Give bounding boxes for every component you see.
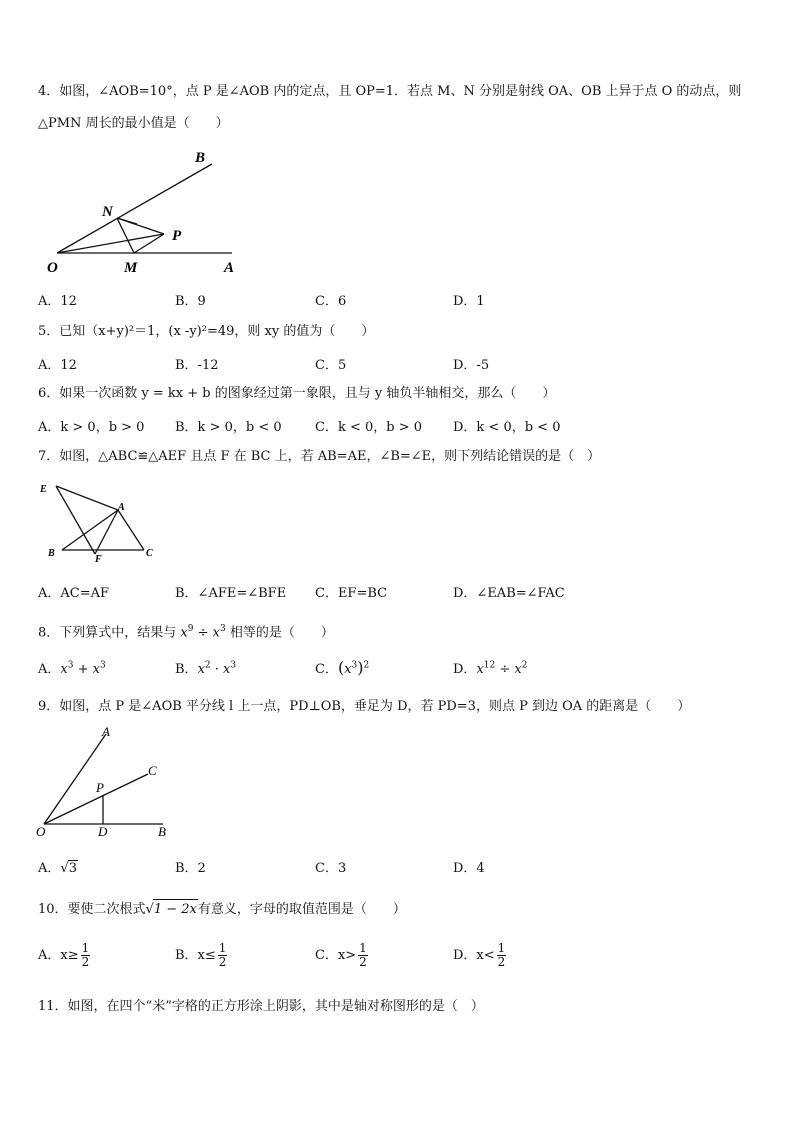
q8-c-base: x <box>344 662 352 677</box>
question-8-text <box>38 619 764 643</box>
q8-a-base2: x <box>92 662 100 677</box>
q8-text-before: 8．下列算式中，结果与 <box>38 625 177 641</box>
q10-c-den: 2 <box>359 955 367 969</box>
q10-option-b[interactable] <box>175 942 227 969</box>
q9-option-b[interactable]: B．2 <box>175 861 206 876</box>
q10-b-num: 1 <box>218 941 227 955</box>
q8-expr-op: ÷ <box>193 625 213 641</box>
q4-label-O: O <box>47 260 58 276</box>
q10-radicand: 1 − 2x <box>153 899 198 920</box>
question-9-text: 9．如图，点 P 是∠AOB 平分线 l 上一点，PD⊥OB，垂足为 D，若 PD=3，则点 P 到边 OA 的距离是（ ） <box>38 699 691 714</box>
q6-option-d[interactable]: D．k < 0，b < 0 <box>453 420 561 435</box>
q5-option-a[interactable]: A．12 <box>38 358 77 373</box>
q4-option-c[interactable]: C．6 <box>315 294 347 309</box>
q4-option-d[interactable]: D．1 <box>453 294 485 309</box>
question-9-options <box>38 857 738 881</box>
q8-d-exp2: 2 <box>521 660 528 671</box>
q7-option-c[interactable]: C．EF=BC <box>315 586 388 601</box>
q8-a-letter: A． <box>38 662 61 677</box>
q8-a-exp1: 3 <box>67 660 74 671</box>
q8-b-exp1: 2 <box>204 660 211 671</box>
q4-label-N: N <box>102 204 113 220</box>
q7-option-a[interactable]: A．AC=AF <box>38 586 110 601</box>
q7-label-B: B <box>48 548 55 559</box>
q4-label-A: A <box>224 260 235 276</box>
q8-c-letter: C． <box>315 662 338 677</box>
q10-option-d[interactable] <box>453 942 506 969</box>
q4-option-b[interactable]: B．9 <box>175 294 206 309</box>
q10-text-after: 有意义，字母的取值范围是（ ） <box>197 902 406 917</box>
q8-option-d[interactable] <box>453 658 527 677</box>
q5-option-d[interactable]: D．-5 <box>453 358 490 373</box>
q4-option-a[interactable]: A．12 <box>38 294 77 309</box>
q4-label-M: M <box>124 260 138 276</box>
q10-c-fraction <box>358 942 368 969</box>
q8-text-after: 相等的是（ ） <box>229 625 334 641</box>
q8-d-letter: D． <box>453 662 477 677</box>
q9-label-D: D <box>98 824 108 838</box>
q8-a-op: + <box>73 662 93 677</box>
question-8-options <box>38 658 738 682</box>
q10-d-num: 1 <box>497 941 506 955</box>
q8-expr-exp1: 9 <box>187 624 194 634</box>
q8-b-letter: B． <box>175 662 198 677</box>
question-5-options <box>38 354 738 378</box>
q9-option-d[interactable]: D．4 <box>453 861 485 876</box>
q8-d-base2: x <box>514 662 522 677</box>
q10-text-before: 10．要使二次根式 <box>38 902 146 917</box>
question-9-figure <box>36 726 176 838</box>
question-4-figure <box>42 146 252 278</box>
q10-b-fraction <box>218 942 228 969</box>
question-11-text: 11．如图，在四个“米”字格的正方形涂上阴影，其中是轴对称图形的是（ ） <box>38 999 484 1014</box>
q10-a-fraction <box>81 942 91 969</box>
q9-label-O: O <box>36 824 46 838</box>
q9-label-B: B <box>158 824 166 838</box>
sqrt-icon: √ <box>60 861 69 876</box>
q8-c-paren-close: ) <box>357 658 364 677</box>
q8-a-exp2: 3 <box>99 660 106 671</box>
question-7-text: 7．如图，△ABC≌△AEF 且点 F 在 BC 上，若 AB=AE，∠B=∠E，则下列结论错误的是（ ） <box>38 449 601 464</box>
q6-option-a[interactable]: A．k > 0，b > 0 <box>38 420 145 435</box>
q10-a-letter: A．x≥ <box>38 948 79 963</box>
q10-option-c[interactable] <box>315 942 368 969</box>
q6-option-b[interactable]: B．k > 0，b < 0 <box>175 420 282 435</box>
q8-expr-base2: x <box>212 625 221 641</box>
q8-expr-base: x <box>180 625 188 641</box>
q10-a-den: 2 <box>81 955 90 969</box>
question-10-options <box>38 942 738 980</box>
question-4-options <box>38 290 738 314</box>
question-10-text <box>38 899 764 920</box>
q8-option-c[interactable] <box>315 658 369 677</box>
q7-label-C: C <box>146 548 153 559</box>
q8-option-a[interactable] <box>38 658 106 677</box>
q10-a-num: 1 <box>81 941 90 955</box>
q9-a-radicand: 3 <box>68 861 77 876</box>
q7-option-b[interactable]: B．∠AFE=∠BFE <box>175 586 287 601</box>
question-6-text: 6．如果一次函数 y = kx + b 的图象经过第一象限，且与 y 轴负半轴相交，那么（ ） <box>38 386 556 401</box>
q8-c-outer-exp: 2 <box>363 660 370 671</box>
q9-label-A: A <box>102 726 110 739</box>
q8-option-b[interactable] <box>175 658 236 677</box>
q7-label-A: A <box>118 502 125 513</box>
q8-a-base1: x <box>60 662 68 677</box>
q8-c-paren-open: ( <box>337 658 345 677</box>
q8-b-op: · <box>210 662 224 677</box>
q6-option-c[interactable]: C．k < 0，b > 0 <box>315 420 423 435</box>
question-6-options <box>38 416 738 440</box>
q4-label-B: B <box>195 150 206 166</box>
q7-label-F: F <box>95 554 102 564</box>
q10-c-num: 1 <box>359 941 367 955</box>
q8-d-exp1: 12 <box>483 660 496 671</box>
q9-label-P: P <box>96 780 104 795</box>
question-4-text-line2: △PMN 周长的最小值是（ ） <box>38 116 229 131</box>
q10-b-den: 2 <box>218 955 227 969</box>
q9-label-C: C <box>148 763 157 778</box>
q10-d-den: 2 <box>497 955 506 969</box>
q9-option-a[interactable] <box>38 857 78 876</box>
q10-c-letter: C．x> <box>315 948 357 963</box>
q8-d-op: ÷ <box>495 662 515 677</box>
question-7-figure <box>38 478 168 564</box>
q9-option-c[interactable]: C．3 <box>315 861 347 876</box>
q7-option-d[interactable]: D．∠EAB=∠FAC <box>453 586 565 601</box>
q10-b-letter: B．x≤ <box>175 948 216 963</box>
question-5-text: 5．已知（x+y)²＝1，(x -y)²=49，则 xy 的值为（ ） <box>38 324 375 339</box>
q7-label-E: E <box>40 484 47 495</box>
q8-c-exp1: 3 <box>351 660 358 671</box>
q8-expr-exp2: 3 <box>220 624 226 634</box>
q9-a-letter: A． <box>38 861 61 876</box>
q4-label-P: P <box>172 228 182 244</box>
q10-option-a[interactable] <box>38 942 90 969</box>
q8-b-base2: x <box>223 662 231 677</box>
q8-d-base1: x <box>476 662 484 677</box>
question-4-text-line1: 4．如图，∠AOB=10°，点 P 是∠AOB 内的定点，且 OP=1．若点 M、N 分别是射线 OA、OB 上异于点 O 的动点，则 <box>38 84 742 99</box>
q8-b-exp2: 3 <box>230 660 237 671</box>
q5-option-c[interactable]: C．5 <box>315 358 347 373</box>
question-7-options <box>38 582 738 606</box>
sqrt-icon: √ <box>145 902 154 917</box>
q8-b-base1: x <box>197 662 205 677</box>
q5-option-b[interactable]: B．-12 <box>175 358 219 373</box>
q10-d-letter: D．x< <box>453 948 495 963</box>
q10-d-fraction <box>497 942 507 969</box>
